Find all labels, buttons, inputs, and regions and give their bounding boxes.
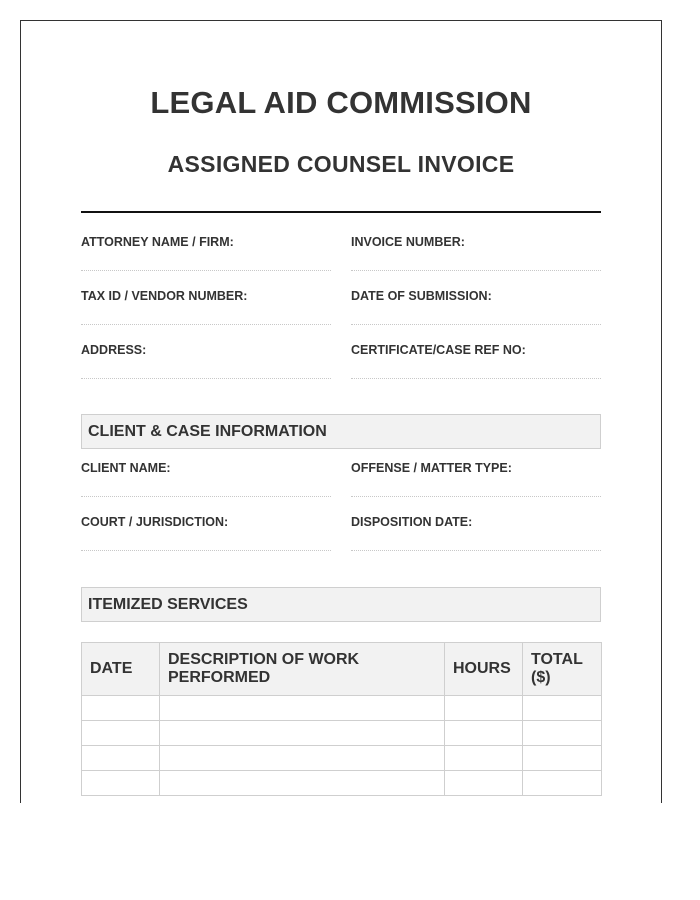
table-cell[interactable] (445, 721, 523, 746)
itemized-services-table (81, 642, 602, 796)
itemized-services-section-header (81, 587, 601, 622)
field-court-jurisdiction[interactable] (81, 515, 331, 529)
table-cell[interactable] (160, 721, 445, 746)
field-line[interactable] (351, 378, 601, 379)
section-title: CLIENT & CASE INFORMATION (88, 423, 327, 440)
field-disposition-date[interactable] (351, 515, 601, 529)
field-line[interactable] (351, 270, 601, 271)
table-cell[interactable] (523, 721, 602, 746)
table-cell[interactable] (523, 696, 602, 721)
table-cell[interactable] (82, 721, 160, 746)
field-label: INVOICE NUMBER: (351, 235, 465, 249)
field-label: ADDRESS: (81, 343, 147, 357)
table-row (82, 721, 602, 746)
field-date-of-submission[interactable] (351, 289, 601, 303)
table-cell[interactable] (445, 696, 523, 721)
table-cell[interactable] (160, 696, 445, 721)
table-cell[interactable] (445, 746, 523, 771)
column-header-total: TOTAL ($) (523, 643, 602, 696)
field-label: DATE OF SUBMISSION: (351, 289, 492, 303)
table-cell[interactable] (82, 696, 160, 721)
field-label: CLIENT NAME: (81, 461, 171, 475)
column-header-description: DESCRIPTION OF WORK PERFORMED (160, 643, 445, 696)
field-offense-type[interactable] (351, 461, 601, 475)
section-title: ITEMIZED SERVICES (88, 596, 248, 613)
invoice-page (20, 20, 662, 803)
table-cell[interactable] (82, 746, 160, 771)
field-certificate-ref[interactable] (351, 343, 601, 357)
table-row (82, 696, 602, 721)
table-cell[interactable] (523, 771, 602, 796)
column-header-date: DATE (82, 643, 160, 696)
field-line[interactable] (81, 378, 331, 379)
table-row (82, 746, 602, 771)
field-label: TAX ID / VENDOR NUMBER: (81, 289, 248, 303)
field-invoice-number[interactable] (351, 235, 601, 249)
field-label: DISPOSITION DATE: (351, 515, 473, 529)
organization-title: LEGAL AID COMMISSION (150, 85, 532, 120)
table-cell[interactable] (160, 746, 445, 771)
document-title: ASSIGNED COUNSEL INVOICE (167, 151, 515, 177)
field-address[interactable] (81, 343, 331, 357)
table-cell[interactable] (445, 771, 523, 796)
column-header-hours: HOURS (445, 643, 523, 696)
client-case-section-header (81, 414, 601, 449)
field-client-name[interactable] (81, 461, 331, 475)
field-line[interactable] (81, 496, 331, 497)
field-line[interactable] (81, 550, 331, 551)
header-divider (81, 211, 601, 213)
field-line[interactable] (351, 496, 601, 497)
field-line[interactable] (351, 324, 601, 325)
table-header-row (82, 643, 602, 696)
field-line[interactable] (81, 324, 331, 325)
field-tax-id[interactable] (81, 289, 331, 303)
field-line[interactable] (351, 550, 601, 551)
table-cell[interactable] (160, 771, 445, 796)
field-attorney-name[interactable] (81, 235, 331, 249)
table-cell[interactable] (82, 771, 160, 796)
field-label: CERTIFICATE/CASE REF NO: (351, 343, 526, 357)
table-row (82, 771, 602, 796)
field-label: COURT / JURISDICTION: (81, 515, 229, 529)
field-label: OFFENSE / MATTER TYPE: (351, 461, 512, 475)
field-line[interactable] (81, 270, 331, 271)
field-label: ATTORNEY NAME / FIRM: (81, 235, 234, 249)
table-cell[interactable] (523, 746, 602, 771)
